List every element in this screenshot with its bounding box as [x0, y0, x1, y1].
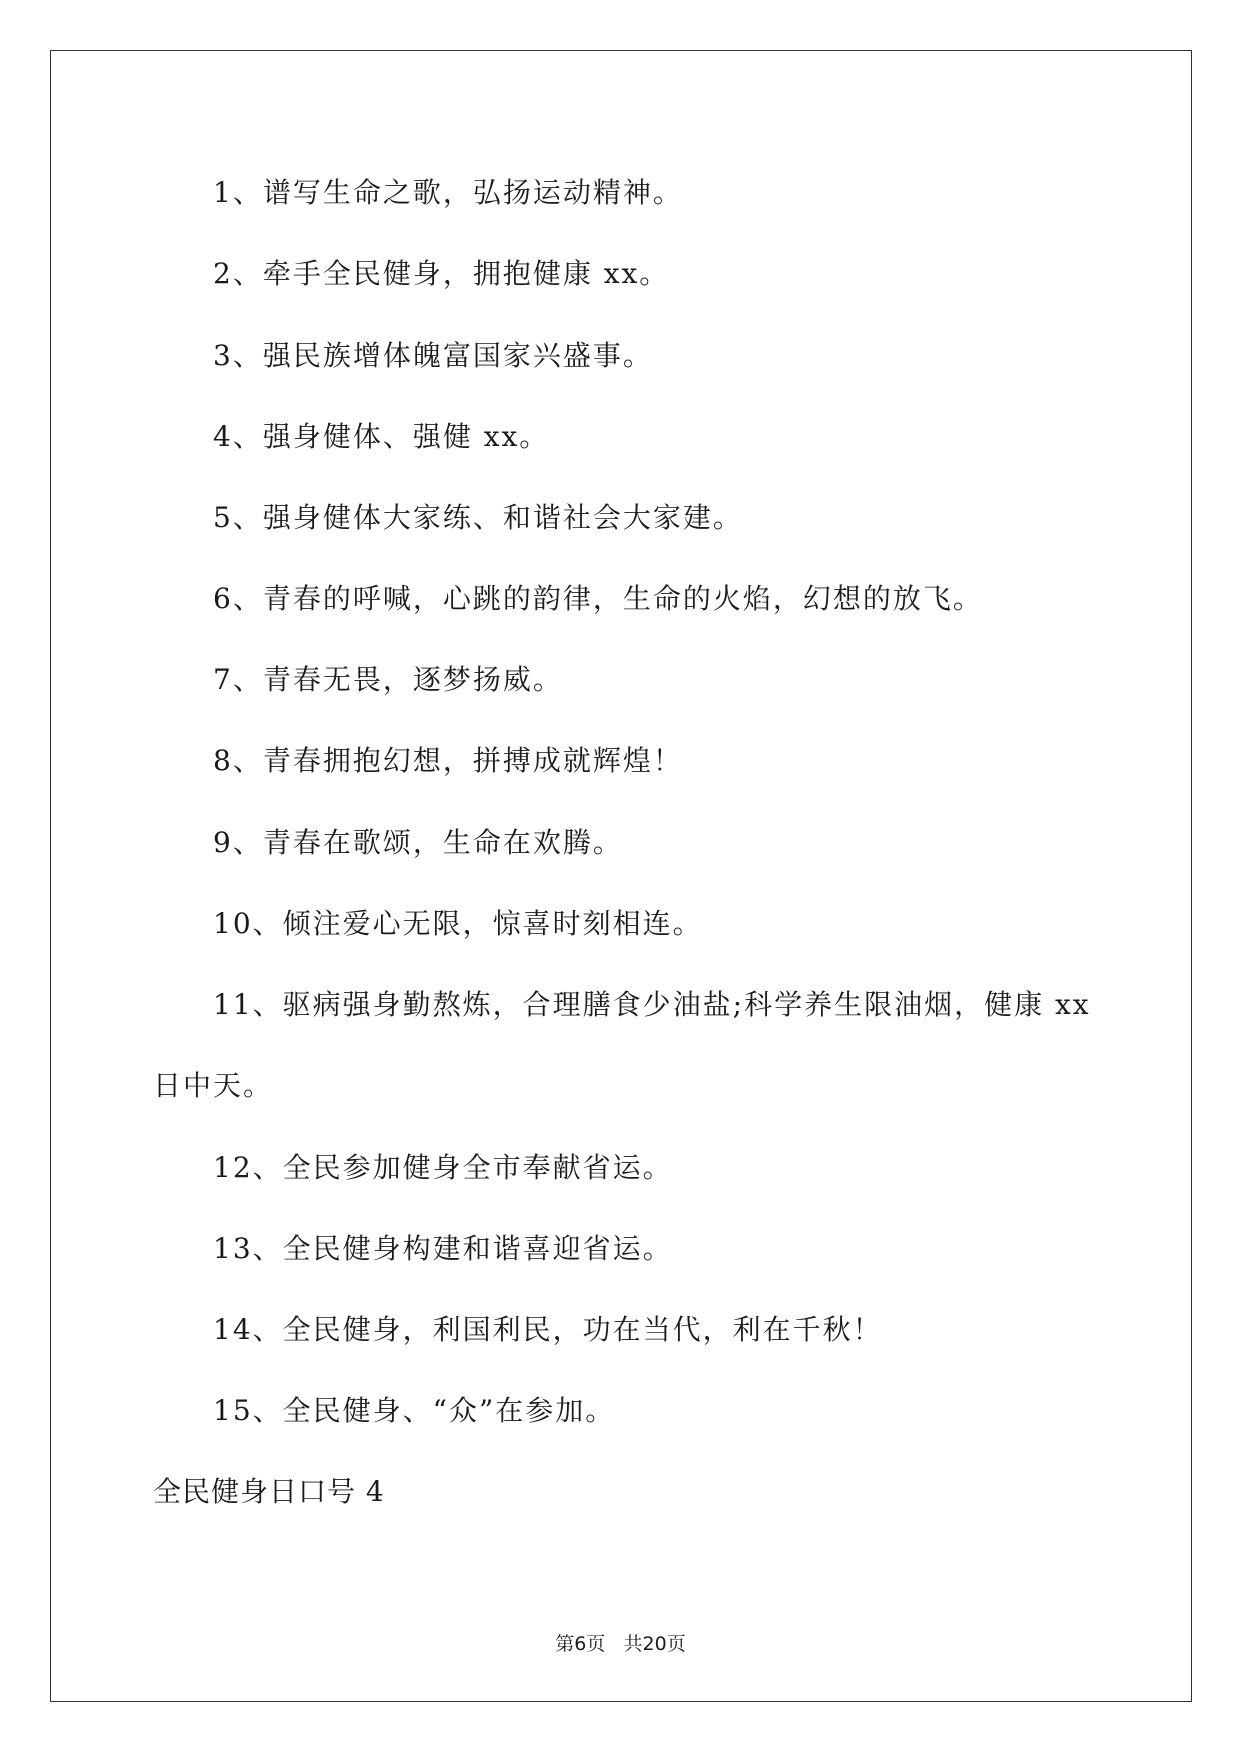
slogan-line-15: 15、全民健身、“众”在参加。	[213, 1394, 616, 1427]
footer-total-prefix: 共	[623, 1633, 643, 1655]
section-heading: 全民健身日口号 4	[153, 1475, 385, 1508]
slogan-line-4: 4、强身健体、强健 xx。	[213, 420, 550, 453]
page-border	[50, 50, 1192, 1702]
slogan-line-10: 10、倾注爱心无限，惊喜时刻相连。	[213, 907, 703, 940]
slogan-line-8: 8、青春拥抱幻想，拼搏成就辉煌！	[213, 744, 683, 777]
slogan-line-1: 1、谱写生命之歌，弘扬运动精神。	[213, 176, 683, 209]
slogan-line-11-continued: 日中天。	[153, 1069, 274, 1102]
footer-page-prefix: 第	[555, 1633, 575, 1655]
slogan-line-13: 13、全民健身构建和谐喜迎省运。	[213, 1232, 673, 1265]
slogan-line-12: 12、全民参加健身全市奉献省运。	[213, 1151, 673, 1184]
page-footer	[0, 1632, 1241, 1656]
footer-total-suffix: 页	[666, 1633, 686, 1655]
footer-total-pages: 20	[642, 1633, 667, 1655]
slogan-line-7: 7、青春无畏，逐梦扬威。	[213, 663, 563, 696]
slogan-line-6: 6、青春的呼喊，心跳的韵律，生命的火焰，幻想的放飞。	[213, 582, 983, 615]
slogan-line-2: 2、牵手全民健身，拥抱健康 xx。	[213, 257, 670, 290]
slogan-line-14: 14、全民健身，利国利民，功在当代，利在千秋！	[213, 1313, 883, 1346]
slogan-line-5: 5、强身健体大家练、和谐社会大家建。	[213, 501, 743, 534]
slogan-line-9: 9、青春在歌颂，生命在欢腾。	[213, 826, 623, 859]
slogan-line-3: 3、强民族增体魄富国家兴盛事。	[213, 339, 653, 372]
footer-page-suffix: 页	[586, 1633, 606, 1655]
slogan-line-11: 11、驱病强身勤熬炼，合理膳食少油盐;科学养生限油烟，健康 xx	[213, 988, 1091, 1021]
footer-page-number: 6	[574, 1633, 587, 1655]
